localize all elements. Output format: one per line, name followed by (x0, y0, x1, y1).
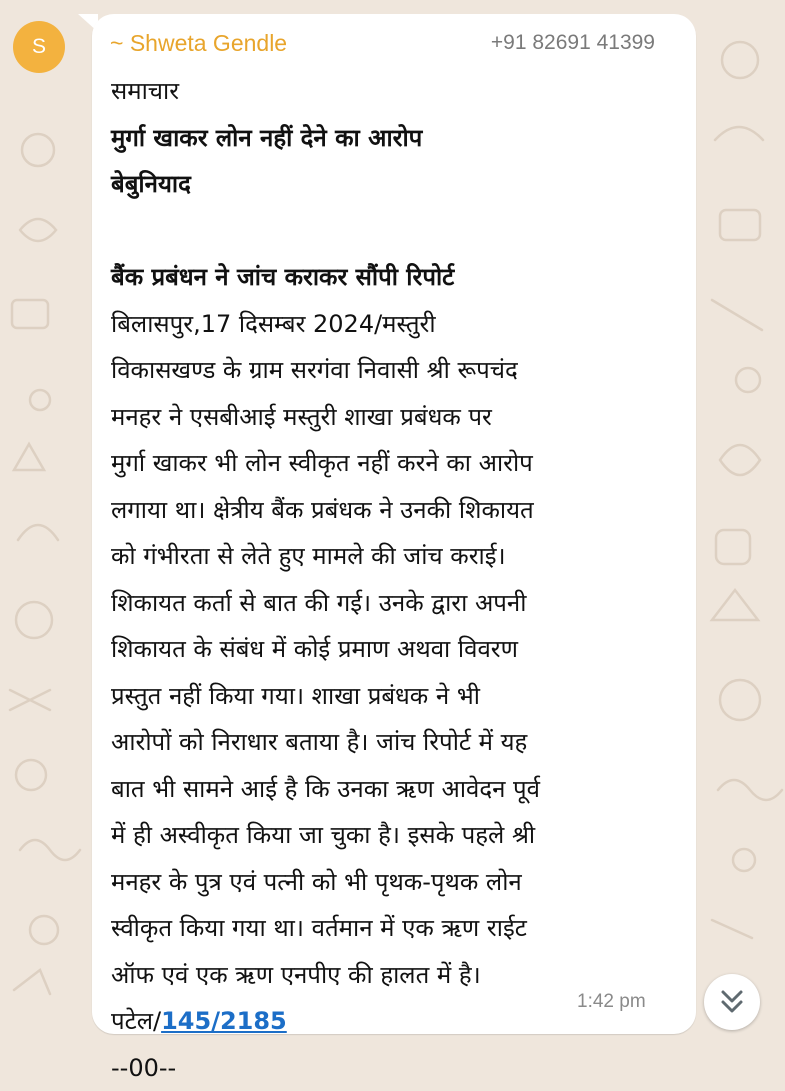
headline-line: बेबुनियाद (111, 161, 686, 208)
message-line: मुर्गा खाकर भी लोन स्वीकृत नहीं करने का आरोप (111, 440, 686, 487)
message-line: विकासखण्ड के ग्राम सरगंवा निवासी श्री रूपचंद (111, 347, 686, 394)
message-line: बिलासपुर,17 दिसम्बर 2024/मस्तुरी (111, 301, 686, 348)
signature-prefix: पटेल/ (111, 1007, 161, 1035)
message-line: आरोपों को निराधार बताया है। जांच रिपोर्ट में यह (111, 719, 686, 766)
sender-header (110, 28, 655, 58)
message-line: स्वीकृत किया गया था। वर्तमान में एक ऋण राईट (111, 905, 686, 952)
avatar-initial: S (32, 35, 46, 58)
message-line: बात भी सामने आई है कि उनका ऋण आवेदन पूर्व (111, 766, 686, 813)
headline-line: मुर्गा खाकर लोन नहीं देने का आरोप (111, 115, 686, 162)
message-line: शिकायत कर्ता से बात की गई। उनके द्वारा अपनी (111, 580, 686, 627)
message-line: लगाया था। क्षेत्रीय बैंक प्रबंधक ने उनकी शिकायत (111, 487, 686, 534)
message-line: समाचार (111, 68, 686, 115)
message-line: में ही अस्वीकृत किया जा चुका है। इसके पहले श्री (111, 812, 686, 859)
sender-name[interactable]: ~ Shweta Gendle (110, 28, 287, 58)
blank-line (111, 208, 686, 255)
message-line: प्रस्तुत नहीं किया गया। शाखा प्रबंधक ने भी (111, 673, 686, 720)
message-line: ऑफ एवं एक ऋण एनपीए की हालत में है। (111, 952, 686, 999)
message-timestamp: 1:42 pm (577, 988, 646, 1016)
signature-link[interactable]: 145/2185 (161, 1007, 287, 1035)
sender-phone[interactable]: +91 82691 41399 (491, 28, 655, 58)
sender-avatar[interactable] (13, 21, 65, 73)
chevron-double-down-icon (720, 988, 744, 1016)
message-text (111, 68, 686, 1091)
closing-line: --00-- (111, 1045, 686, 1091)
subheadline-line: बैंक प्रबंधन ने जांच कराकर सौंपी रिपोर्ट (111, 254, 686, 301)
message-line: मनहर ने एसबीआई मस्तुरी शाखा प्रबंधक पर (111, 394, 686, 441)
message-line: शिकायत के संबंध में कोई प्रमाण अथवा विवरण (111, 626, 686, 673)
message-line: मनहर के पुत्र एवं पत्नी को भी पृथक-पृथक लोन (111, 859, 686, 906)
scroll-to-bottom-button[interactable] (704, 974, 760, 1030)
message-line: को गंभीरता से लेते हुए मामले की जांच कराई। (111, 533, 686, 580)
